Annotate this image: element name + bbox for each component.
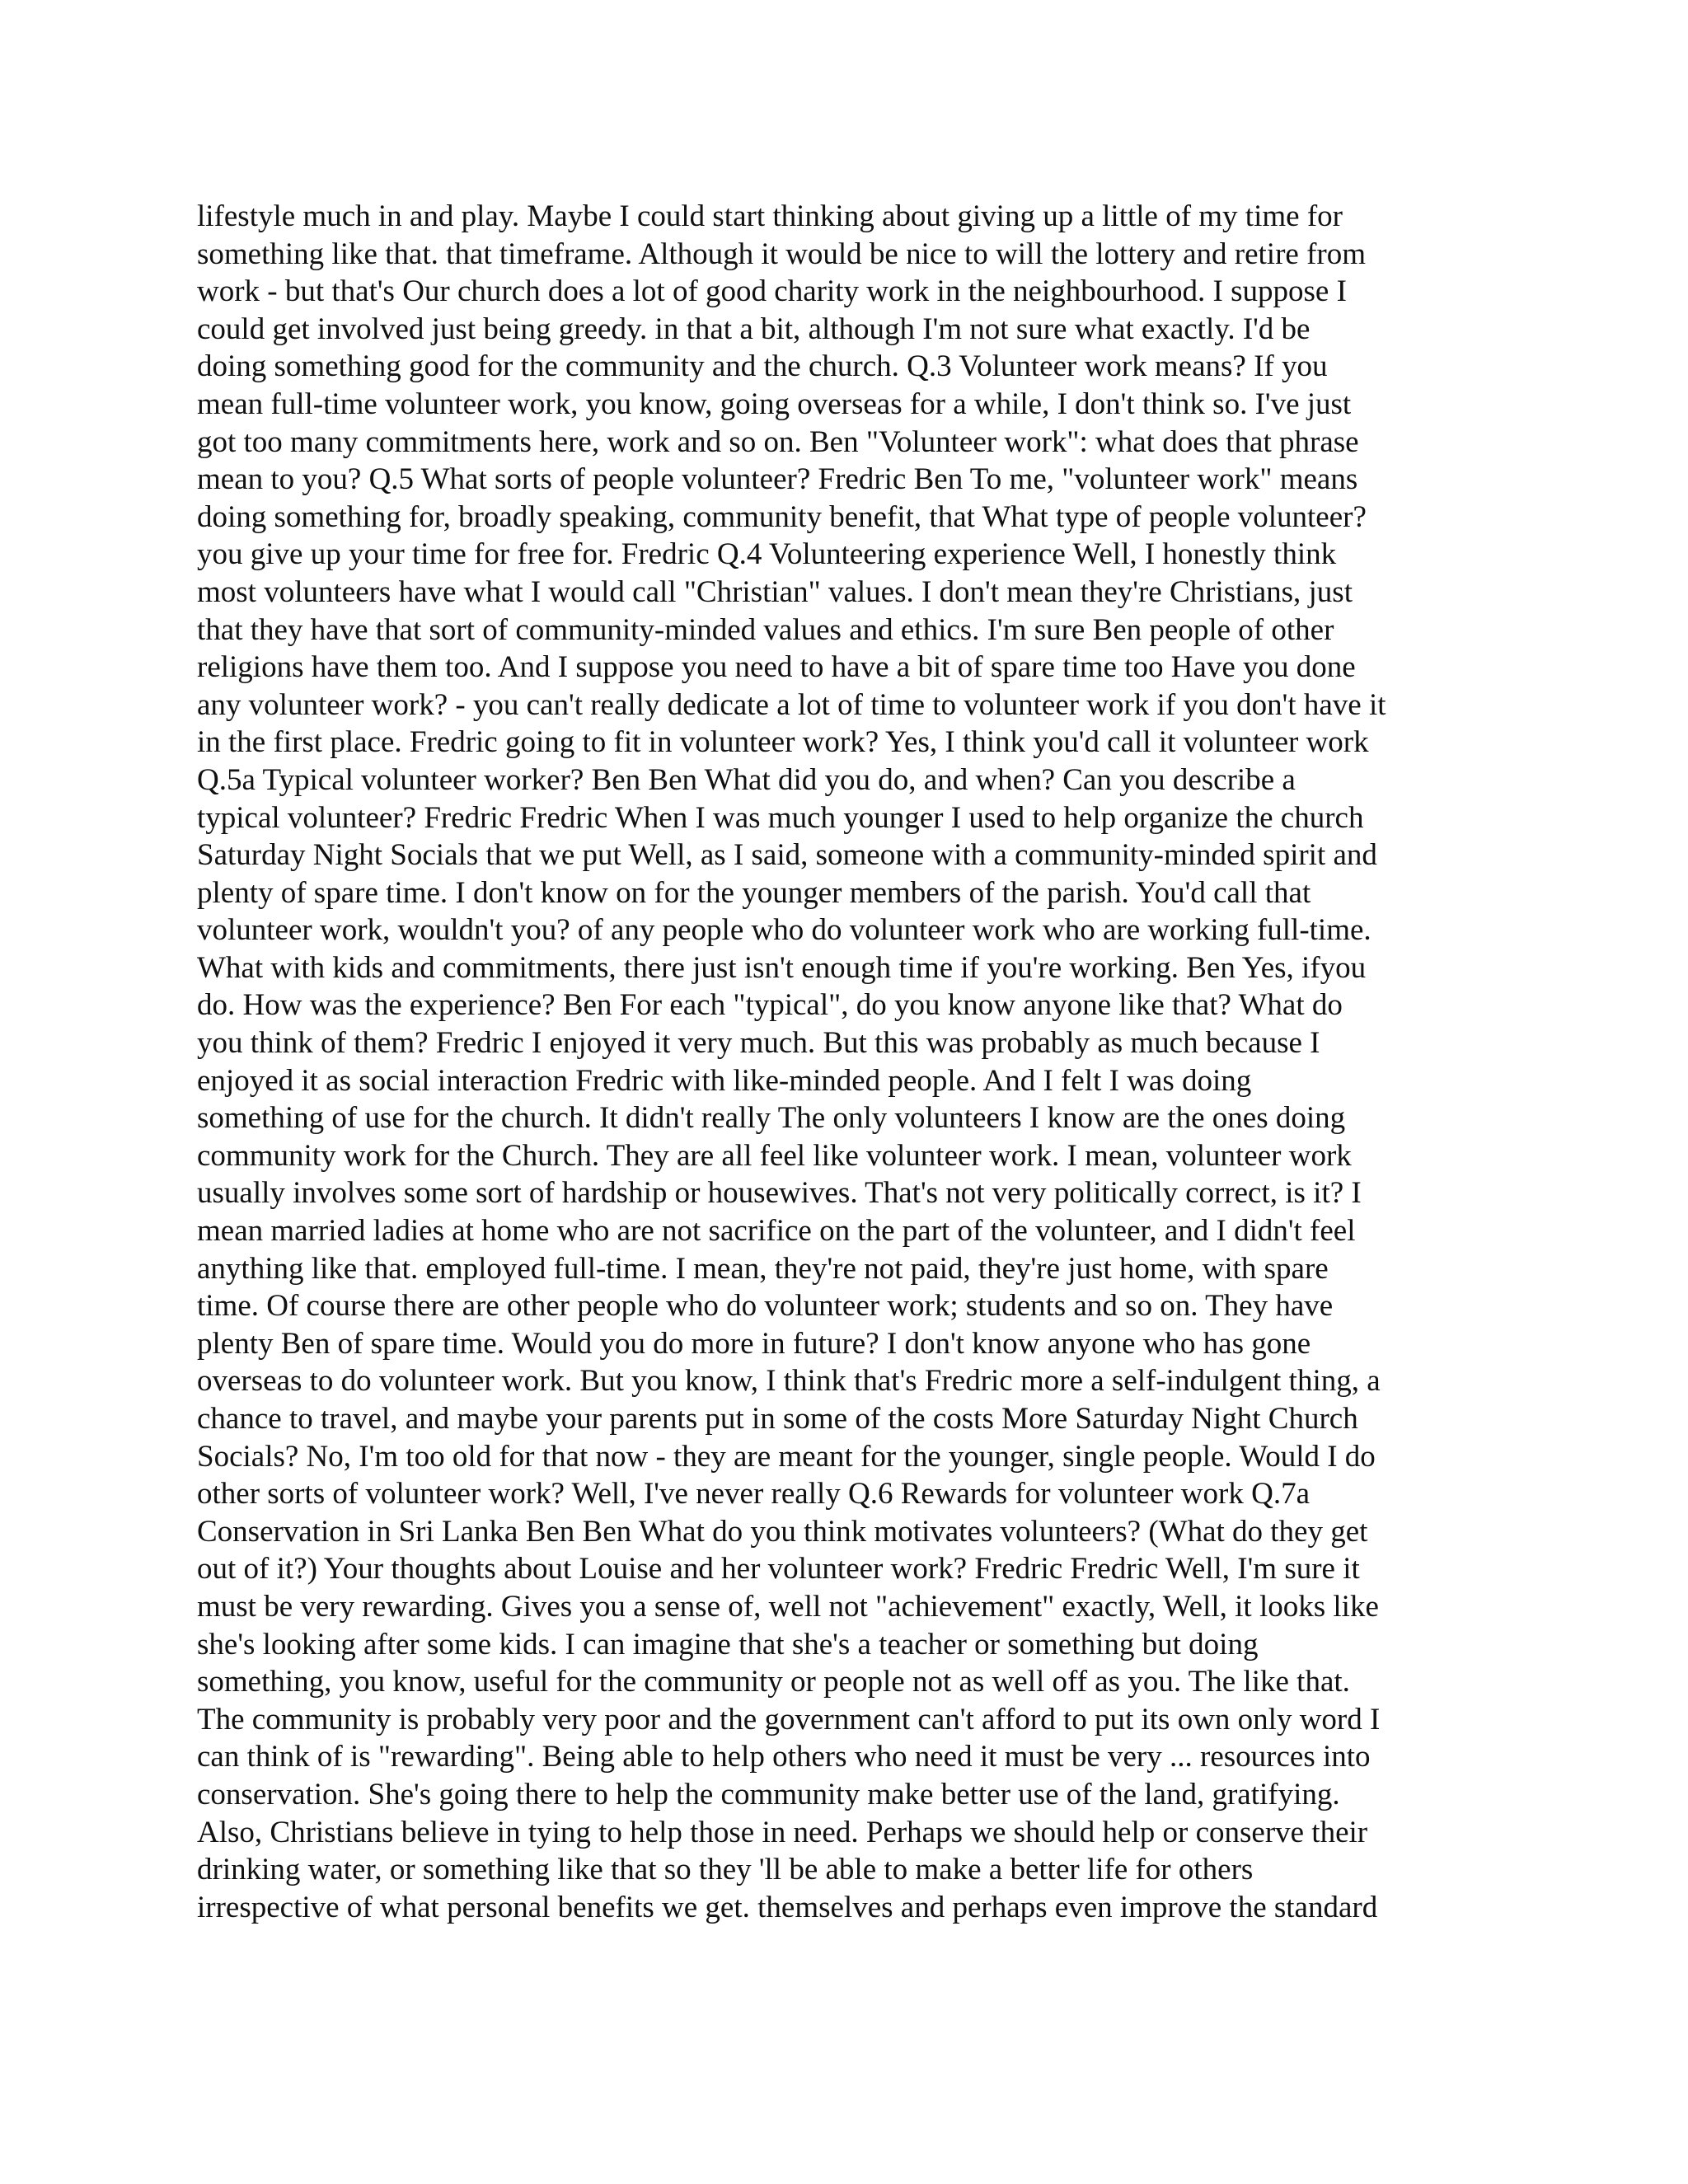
text-line: mean full-time volunteer work, you know, going overseas for a while, I don't think so. I've just <box>197 387 1352 421</box>
text-line: overseas to do volunteer work. But you know, I think that's Fredric more a self-indulgent thing, a <box>197 1364 1381 1399</box>
text-line: she's looking after some kids. I can imagine that she's a teacher or something but doing <box>197 1627 1259 1661</box>
text-line: out of it?) Your thoughts about Louise and her volunteer work? Fredric Fredric Well, I'm sure it <box>197 1552 1360 1586</box>
text-line: conservation. She's going there to help the community make better use of the land, gratifying. <box>197 1777 1340 1811</box>
text-line: Conservation in Sri Lanka Ben Ben What do you think motivates volunteers? (What do they get <box>197 1514 1368 1549</box>
text-line: Q.5a Typical volunteer worker? Ben Ben What did you do, and when? Can you describe a <box>197 762 1296 797</box>
text-line: doing something good for the community and the church. Q.3 Volunteer work means? If you <box>197 349 1328 384</box>
text-line: drinking water, or something like that so they 'll be able to make a better life for others <box>197 1853 1254 1887</box>
text-line: mean to you? Q.5 What sorts of people volunteer? Fredric Ben To me, "volunteer work" means <box>197 462 1358 497</box>
text-line: anything like that. employed full-time. I mean, they're not paid, they're just home, with spare <box>197 1251 1329 1286</box>
text-line: doing something for, broadly speaking, community benefit, that What type of people volunteer? <box>197 499 1367 534</box>
text-line: can think of is "rewarding". Being able to help others who need it must be very ... resources into <box>197 1740 1371 1774</box>
text-line: most volunteers have what I would call "Christian" values. I don't mean they're Christians, just <box>197 574 1353 609</box>
text-line: What with kids and commitments, there just isn't enough time if you're working. Ben Yes, ifyou <box>197 950 1367 985</box>
text-line: other sorts of volunteer work? Well, I've never really Q.6 Rewards for volunteer work Q.7a <box>197 1477 1310 1511</box>
text-line: time. Of course there are other people who do volunteer work; students and so on. They have <box>197 1289 1334 1324</box>
text-line: volunteer work, wouldn't you? of any people who do volunteer work who are working full-time. <box>197 913 1372 948</box>
text-line: in the first place. Fredric going to fit in volunteer work? Yes, I think you'd call it volunteer work <box>197 725 1369 760</box>
text-line: Saturday Night Socials that we put Well, as I said, someone with a community-minded spirit and <box>197 838 1377 873</box>
text-line: lifestyle much in and play. Maybe I could start thinking about giving up a little of my time for <box>197 199 1343 233</box>
text-line: usually involves some sort of hardship or housewives. That's not very politically correct, is it? I <box>197 1176 1362 1211</box>
text-line: you think of them? Fredric I enjoyed it very much. But this was probably as much because I <box>197 1026 1320 1061</box>
text-line: plenty of spare time. I don't know on for the younger members of the parish. You'd call that <box>197 875 1311 910</box>
text-line: enjoyed it as social interaction Fredric with like-minded people. And I felt I was doing <box>197 1063 1252 1098</box>
text-line: something like that. that timeframe. Although it would be nice to will the lottery and retire from <box>197 237 1366 271</box>
text-line: community work for the Church. They are all feel like volunteer work. I mean, volunteer work <box>197 1138 1352 1173</box>
text-line: work - but that's Our church does a lot of good charity work in the neighbourhood. I suppose I <box>197 274 1347 309</box>
text-line: must be very rewarding. Gives you a sense of, well not "achievement" exactly, Well, it looks like <box>197 1589 1379 1624</box>
body-text <box>197 198 1516 1926</box>
text-line: could get involved just being greedy. in that a bit, although I'm not sure what exactly. I'd be <box>197 312 1311 346</box>
text-line: do. How was the experience? Ben For each "typical", do you know anyone like that? What do <box>197 988 1343 1023</box>
text-line: typical volunteer? Fredric Fredric When I was much younger I used to help organize the church <box>197 800 1364 835</box>
text-line: religions have them too. And I suppose you need to have a bit of spare time too Have you done <box>197 650 1356 685</box>
text-line: chance to travel, and maybe your parents put in some of the costs More Saturday Night Church <box>197 1402 1358 1436</box>
text-line: something of use for the church. It didn't really The only volunteers I know are the ones doing <box>197 1101 1346 1136</box>
text-line: got too many commitments here, work and so on. Ben "Volunteer work": what does that phrase <box>197 424 1359 459</box>
text-line: mean married ladies at home who are not sacrifice on the part of the volunteer, and I didn't feel <box>197 1214 1356 1249</box>
text-line: Also, Christians believe in tying to help those in need. Perhaps we should help or conserve their <box>197 1815 1368 1849</box>
text-line: you give up your time for free for. Fredric Q.4 Volunteering experience Well, I honestly think <box>197 537 1337 572</box>
text-line: that they have that sort of community-minded values and ethics. I'm sure Ben people of other <box>197 612 1334 647</box>
text-line: Socials? No, I'm too old for that now - they are meant for the younger, single people. Would I do <box>197 1439 1376 1474</box>
text-line: plenty Ben of spare time. Would you do more in future? I don't know anyone who has gone <box>197 1326 1311 1361</box>
text-line: any volunteer work? - you can't really dedicate a lot of time to volunteer work if you don't have it <box>197 687 1386 722</box>
text-line: something, you know, useful for the community or people not as well off as you. The like that. <box>197 1665 1350 1699</box>
text-line: The community is probably very poor and the government can't afford to put its own only word I <box>197 1702 1381 1736</box>
text-line: irrespective of what personal benefits we get. themselves and perhaps even improve the standard <box>197 1890 1378 1924</box>
